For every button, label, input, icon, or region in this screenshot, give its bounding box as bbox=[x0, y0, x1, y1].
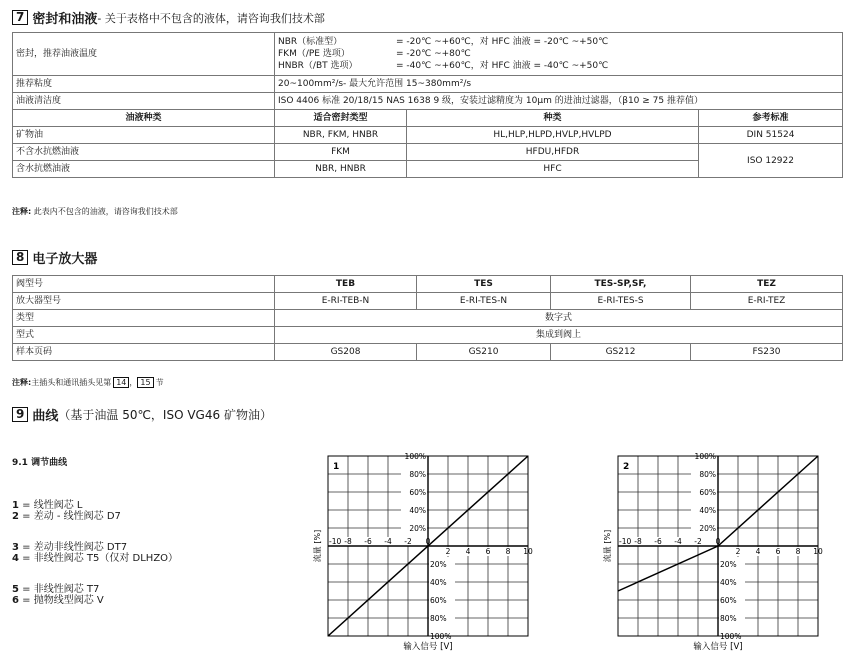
y-tick-label: 100% bbox=[694, 452, 716, 461]
row-label: 推荐粘度 bbox=[13, 76, 275, 93]
valve-model: TES bbox=[417, 276, 551, 293]
reference-standard: DIN 51524 bbox=[699, 127, 843, 144]
x-tick-label: 10 bbox=[523, 547, 533, 556]
amplifier-table bbox=[12, 275, 843, 361]
row-label: 阀型号 bbox=[13, 276, 275, 293]
x-tick-label: 2 bbox=[735, 547, 741, 556]
fluid-type: 矿物油 bbox=[13, 127, 275, 144]
section-8-heading bbox=[12, 248, 97, 267]
panel-label: 1 bbox=[333, 462, 340, 472]
y-tick-label: 80% bbox=[720, 614, 737, 623]
section-9-heading bbox=[12, 405, 272, 424]
type-value: 数字式 bbox=[275, 310, 843, 327]
column-header: 种类 bbox=[407, 110, 699, 127]
row-label: 型式 bbox=[13, 327, 275, 344]
note-label: 注释: bbox=[12, 207, 32, 216]
catalog-page: GS208 bbox=[275, 344, 417, 361]
section-title: 密封和油液 bbox=[32, 12, 98, 27]
table-row bbox=[13, 276, 843, 293]
y-tick-label: 60% bbox=[699, 488, 716, 497]
legend-item: 1 = 线性阀芯 L bbox=[12, 500, 83, 511]
x-tick-label: 4 bbox=[755, 547, 761, 556]
x-tick-label: 8 bbox=[505, 547, 511, 556]
format-value: 集成到阀上 bbox=[275, 327, 843, 344]
regulation-curve-chart-2 bbox=[598, 448, 838, 663]
note-label: 注释: bbox=[12, 378, 32, 387]
amplifier-model: E-RI-TES-N bbox=[417, 293, 551, 310]
y-tick-label: 60% bbox=[430, 596, 447, 605]
x-tick-label: 6 bbox=[485, 547, 491, 556]
y-tick-label: 40% bbox=[430, 578, 447, 587]
y-tick-label: 80% bbox=[409, 470, 426, 479]
x-tick-label: -8 bbox=[344, 537, 352, 546]
table-row bbox=[13, 93, 843, 110]
x-tick-label: 10 bbox=[813, 547, 823, 556]
valve-model: TEB bbox=[275, 276, 417, 293]
amplifier-model: E-RI-TEZ bbox=[691, 293, 843, 310]
legend-item: 4 = 非线性阀芯 T5（仅对 DLHZO） bbox=[12, 553, 179, 564]
table-row bbox=[13, 127, 843, 144]
legend-item: 6 = 抛物线型阀芯 V bbox=[12, 595, 104, 606]
y-tick-label: 20% bbox=[720, 560, 737, 569]
legend-item: 3 = 差动非线性阀芯 DT7 bbox=[12, 542, 128, 553]
x-tick-label: -4 bbox=[674, 537, 682, 546]
seal-temperature-cell bbox=[275, 33, 843, 76]
section-8-note bbox=[12, 377, 164, 388]
section-subtitle: - 关于表格中不包含的液体，请咨询我们技术部 bbox=[97, 11, 325, 25]
cleanliness-value: ISO 4406 标准 20/18/15 NAS 1638 9 级，安装过滤精度为 10μm 的进油过滤器，（β10 ≥ 75 推荐值） bbox=[275, 93, 843, 110]
valve-model: TEZ bbox=[691, 276, 843, 293]
table-row bbox=[13, 327, 843, 344]
curve-legend bbox=[12, 500, 178, 606]
section-reference: 15 bbox=[137, 377, 153, 388]
column-header: 适合密封类型 bbox=[275, 110, 407, 127]
seal-range: = -20℃ ~+80℃ bbox=[396, 49, 471, 59]
seal-name: NBR（标准型） bbox=[278, 37, 343, 47]
y-tick-label: 60% bbox=[409, 488, 426, 497]
table-header-row bbox=[13, 110, 843, 127]
note-text: 节 bbox=[155, 378, 164, 387]
table-row bbox=[13, 293, 843, 310]
x-tick-label: 6 bbox=[775, 547, 781, 556]
seal-range: = -40℃ ~+60℃，对 HFC 油液 = -40℃ ~+50℃ bbox=[396, 61, 609, 71]
legend-item: 5 = 非线性阀芯 T7 bbox=[12, 584, 100, 595]
column-header: 油液种类 bbox=[13, 110, 275, 127]
catalog-page: GS210 bbox=[417, 344, 551, 361]
y-tick-label: 60% bbox=[720, 596, 737, 605]
legend-item: 2 = 差动 - 线性阀芯 D7 bbox=[12, 511, 121, 522]
x-tick-label: 0 bbox=[425, 537, 431, 546]
x-tick-label-bg bbox=[719, 547, 817, 556]
x-tick-label: -6 bbox=[654, 537, 662, 546]
regulation-curve-chart-1 bbox=[308, 448, 548, 663]
section-number: 8 bbox=[12, 250, 28, 265]
section-7-heading bbox=[12, 8, 325, 27]
x-tick-label: -8 bbox=[634, 537, 642, 546]
y-tick-label: 80% bbox=[430, 614, 447, 623]
amplifier-model: E-RI-TES-S bbox=[551, 293, 691, 310]
section-7-note bbox=[12, 206, 178, 217]
x-tick-label: -2 bbox=[404, 537, 412, 546]
row-label: 类型 bbox=[13, 310, 275, 327]
amplifier-model: E-RI-TEB-N bbox=[275, 293, 417, 310]
x-tick-label: -10 bbox=[619, 537, 632, 546]
seal-name: FKM（/PE 选项） bbox=[278, 49, 350, 59]
x-tick-label: -2 bbox=[694, 537, 702, 546]
table-row bbox=[13, 310, 843, 327]
column-header: 参考标准 bbox=[699, 110, 843, 127]
section-subtitle: （基于油温 50℃，ISO VG46 矿物油） bbox=[58, 408, 272, 422]
y-tick-label: 40% bbox=[720, 578, 737, 587]
seal-name: HNBR（/BT 选项） bbox=[278, 61, 358, 71]
y-tick-label: 40% bbox=[699, 506, 716, 515]
seal-type: NBR, FKM, HNBR bbox=[275, 127, 407, 144]
fluid-seal-table bbox=[12, 32, 843, 178]
x-tick-label: 0 bbox=[715, 537, 721, 546]
table-row bbox=[13, 76, 843, 93]
y-tick-label: 20% bbox=[699, 524, 716, 533]
fluid-kind: HFC bbox=[407, 161, 699, 178]
row-label: 放大器型号 bbox=[13, 293, 275, 310]
catalog-page: GS212 bbox=[551, 344, 691, 361]
table-row bbox=[13, 344, 843, 361]
y-tick-label: 20% bbox=[409, 524, 426, 533]
section-reference: 14 bbox=[113, 377, 129, 388]
y-tick-label: 20% bbox=[430, 560, 447, 569]
note-separator: ， bbox=[129, 378, 138, 387]
x-axis-label: 输入信号 [V] bbox=[403, 642, 453, 652]
table-row bbox=[13, 33, 843, 76]
x-tick-label: 4 bbox=[465, 547, 471, 556]
section-number: 7 bbox=[12, 10, 28, 25]
row-label: 油液清洁度 bbox=[13, 93, 275, 110]
section-title: 曲线 bbox=[32, 409, 59, 424]
y-tick-label: 100% bbox=[430, 632, 452, 641]
valve-model: TES-SP,SF, bbox=[551, 276, 691, 293]
table-row bbox=[13, 144, 843, 161]
reference-standard: ISO 12922 bbox=[699, 144, 843, 178]
y-tick-label: 40% bbox=[409, 506, 426, 515]
fluid-kind: HFDU,HFDR bbox=[407, 144, 699, 161]
seal-type: FKM bbox=[275, 144, 407, 161]
x-tick-label: 8 bbox=[795, 547, 801, 556]
section-number: 9 bbox=[12, 407, 28, 422]
y-tick-label: 100% bbox=[720, 632, 742, 641]
row-label: 密封，推荐油液温度 bbox=[13, 33, 275, 76]
x-axis-label: 输入信号 [V] bbox=[693, 642, 743, 652]
note-text: 此表内不包含的油液，请咨询我们技术部 bbox=[31, 207, 178, 216]
regulation-curves-title: 9.1 调节曲线 bbox=[12, 458, 68, 468]
section-title: 电子放大器 bbox=[32, 252, 98, 267]
seal-range: = -20℃ ~+60℃，对 HFC 油液 = -20℃ ~+50℃ bbox=[396, 37, 609, 47]
panel-label: 2 bbox=[623, 462, 630, 472]
fluid-type: 含水抗燃油液 bbox=[13, 161, 275, 178]
note-text: 主插头和通讯插头见第 bbox=[31, 378, 112, 387]
x-tick-label: -10 bbox=[329, 537, 342, 546]
x-tick-label: -6 bbox=[364, 537, 372, 546]
fluid-kind: HL,HLP,HLPD,HVLP,HVLPD bbox=[407, 127, 699, 144]
y-tick-label: 100% bbox=[404, 452, 426, 461]
seal-type: NBR, HNBR bbox=[275, 161, 407, 178]
y-axis-label: 流量 [%] bbox=[603, 529, 612, 563]
row-label: 样本页码 bbox=[13, 344, 275, 361]
y-axis-label: 流量 [%] bbox=[313, 529, 322, 563]
catalog-page: FS230 bbox=[691, 344, 843, 361]
y-tick-label: 80% bbox=[699, 470, 716, 479]
x-tick-label: 2 bbox=[445, 547, 451, 556]
x-tick-label: -4 bbox=[384, 537, 392, 546]
fluid-type: 不含水抗燃油液 bbox=[13, 144, 275, 161]
viscosity-value: 20~100mm²/s- 最大允许范围 15~380mm²/s bbox=[275, 76, 843, 93]
x-tick-label-bg bbox=[429, 547, 527, 556]
